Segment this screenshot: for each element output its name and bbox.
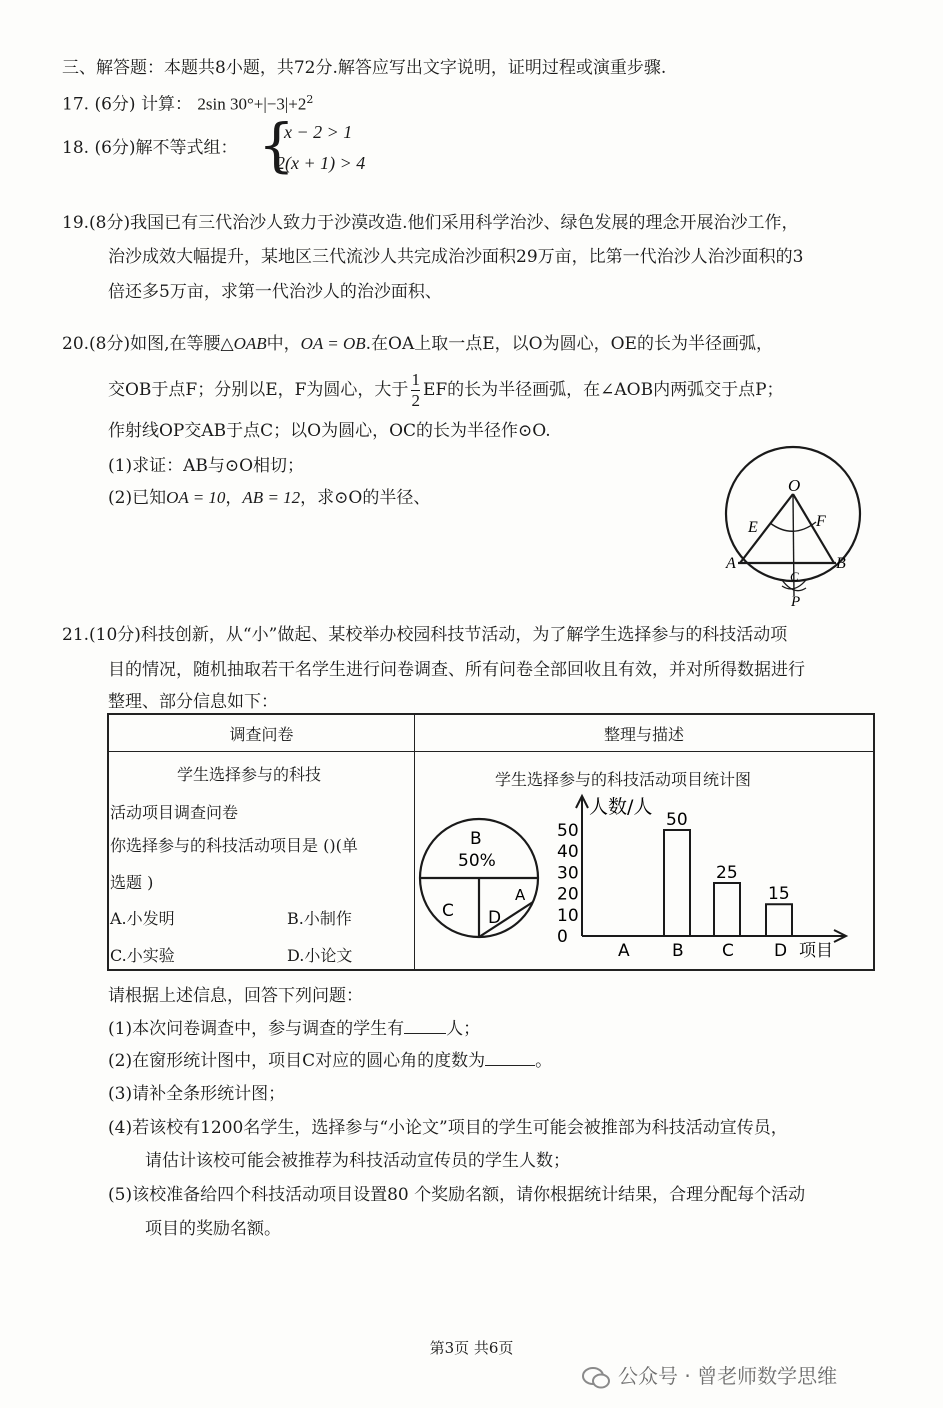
- y-tick-label-40: 40: [557, 842, 579, 863]
- pie-label-c: C: [442, 901, 454, 921]
- survey-title-1: 学生选择参与的科技: [177, 765, 322, 784]
- q20-fraction-denominator: 2: [411, 391, 420, 410]
- q20-fraction-numerator: 1: [411, 370, 420, 389]
- survey-title-2: 活动项目调查问卷: [110, 803, 239, 822]
- q21-sub-2-a: (2)在窗形统计图中，项目C对应的圆心角的度数为: [108, 1051, 486, 1071]
- survey-question-2: 选题 ): [110, 873, 154, 892]
- q17-expression-part-b: +2: [288, 94, 307, 114]
- option-c: C.小实验: [110, 946, 175, 965]
- bar-chart: [555, 788, 870, 968]
- col2-header: 整理与描述: [415, 714, 875, 752]
- q17-exponent: 2: [306, 93, 314, 106]
- y-tick-label-10: 10: [557, 905, 579, 926]
- q20-triangle-label: △OAB: [220, 334, 267, 353]
- bar-b: [664, 830, 690, 936]
- q17-score: (6分): [94, 94, 136, 115]
- q20-line-1-c: .在OA上取一点E，以O为圆心，OE的长为半径画弧，: [365, 334, 773, 354]
- q21-sub-1-b: 人；: [446, 1019, 481, 1039]
- label-c: C: [790, 569, 799, 584]
- label-e: E: [748, 519, 758, 536]
- q20-line-1: [62, 333, 773, 355]
- answer-blank-1[interactable]: [404, 1017, 446, 1034]
- label-f: F: [816, 513, 826, 530]
- q17-abs-value: |−3|: [263, 94, 289, 114]
- label-o: O: [788, 476, 801, 495]
- q19-line-1: 19.(8分)我国已有三代治沙人致力于沙漠改造.他们采用科学治沙、绿色发展的理念开展治沙工作，: [62, 213, 799, 233]
- pie-value-label-b: 50%: [458, 851, 496, 871]
- x-tick-label-c: C: [722, 941, 734, 961]
- x-tick-label-a: A: [618, 941, 630, 961]
- q21-line-3: 整理、部分信息如下：: [108, 692, 278, 712]
- bar-d: [766, 904, 792, 936]
- option-a: A.小发明: [110, 909, 175, 928]
- q19-line-2: 治沙成效大幅提升，某地区三代流沙人共完成治沙面积29万亩，比第一代治沙人治沙面积的3: [108, 247, 804, 267]
- y-tick-label-20: 20: [557, 884, 579, 905]
- q21-sub-5-b: 项目的奖励名额。: [145, 1219, 281, 1239]
- question-18: [62, 137, 238, 159]
- bar-value-label-c: 25: [716, 863, 738, 883]
- y-axis-label: 人数/人: [589, 796, 653, 818]
- bar-group: [618, 810, 792, 961]
- wechat-logo-icon: [582, 1367, 610, 1389]
- survey-question-1: 你选择参与的科技活动项目是 ()(单: [110, 836, 358, 855]
- chart-title: 学生选择参与的科技活动项目统计图: [495, 770, 752, 789]
- pie-label-b: B: [470, 829, 482, 849]
- q21-sub-4-a: (4)若该校有1200名学生，选择参与“小论文”项目的学生可能会被推部为科技活动宣传员，: [108, 1118, 788, 1138]
- x-axis-label: 项目: [799, 941, 833, 961]
- q20-line-2-a: 交OB于点F；分别以E，F为圆心，大于: [108, 380, 409, 400]
- pie-label-a: A: [515, 886, 526, 904]
- q20-equal-sides: OA = OB: [300, 334, 366, 353]
- option-d: D.小论文: [287, 946, 353, 965]
- label-b: B: [836, 555, 846, 572]
- q21-sub-1-a: (1)本次问卷调查中，参与调查的学生有: [108, 1019, 405, 1039]
- q21-sub-4-b: 请估计该校可能会被推荐为科技活动宣传员的学生人数；: [145, 1151, 570, 1171]
- watermark-text: 公众号 · 曾老师数学思维: [618, 1364, 838, 1388]
- q20-sub-2: [108, 487, 430, 509]
- label-a: A: [726, 555, 736, 572]
- q20-line-1-b: 中，: [266, 334, 301, 354]
- q20-line-3: 作射线OP交AB于点C；以O为圆心，OC的长为半径作⊙O.: [108, 421, 551, 441]
- q19-line-3: 倍还多5万亩，求第一代治沙人的治沙面积、: [108, 282, 442, 302]
- q20-line-1-a: 20.(8分)如图,在等腰: [62, 334, 221, 354]
- q18-inequality-1: x − 2 > 1: [284, 122, 353, 142]
- q20-line-2: [108, 370, 784, 411]
- q20-sub-2-a: (2)已知: [108, 488, 167, 508]
- q17-prompt: 计算：: [140, 94, 192, 115]
- q18-score: (6分): [94, 138, 136, 158]
- bar-value-label-b: 50: [666, 810, 688, 830]
- bar-value-label-d: 15: [768, 884, 790, 905]
- pie-chart: [418, 808, 543, 948]
- pie-label-d: D: [488, 908, 502, 928]
- q20-ab-value: AB = 12: [242, 488, 301, 507]
- y-tick-label-0: 0: [557, 927, 568, 947]
- x-tick-label-d: D: [774, 941, 788, 961]
- q20-fraction: [411, 370, 420, 411]
- q21-prompt: 请根据上述信息，回答下列问题：: [108, 986, 363, 1006]
- q21-sub-1: [108, 1017, 480, 1040]
- segment-ob: [793, 494, 834, 563]
- option-b: B.小制作: [287, 909, 352, 928]
- page-footer: 第3页 共6页: [429, 1339, 514, 1357]
- answer-blank-2[interactable]: [485, 1049, 535, 1066]
- q21-line-1: 21.(10分)科技创新，从“小”做起、某校举办校园科技节活动，为了解学生选择参与的科技活动项: [62, 625, 788, 645]
- watermark: [582, 1360, 837, 1389]
- col1-header: 调查问卷: [108, 714, 415, 752]
- y-tick-label-50: 50: [557, 821, 579, 841]
- q18-prompt: 解不等式组：: [135, 138, 238, 158]
- q21-sub-2: [108, 1049, 552, 1072]
- label-p: P: [791, 594, 801, 610]
- y-tick-label-30: 30: [557, 863, 579, 884]
- q20-oa-value: OA = 10: [166, 488, 226, 507]
- q17-number: 17.: [62, 94, 90, 115]
- q18-brace: {: [258, 111, 295, 179]
- q18-inequality-2: 2(x + 1) > 4: [276, 153, 366, 173]
- q21-sub-5-a: (5)该校准备给四个科技活动项目设置80 个奖励名额，请你根据统计结果，合理分配每个活动: [108, 1185, 806, 1205]
- y-tick-group: [557, 821, 579, 947]
- section-heading: 三、解答题：本题共8小题，共72分.解答应写出文字说明，证明过程或演重步骤.: [62, 58, 667, 78]
- bar-c: [714, 883, 740, 936]
- q20-sub-1: (1)求证：AB与⊙O相切；: [108, 456, 305, 476]
- q20-geometry-figure: [710, 428, 870, 613]
- q21-line-2: 目的情况，随机抽取若干名学生进行问卷调查、所有问卷全部回收且有效，并对所得数据进行: [108, 660, 805, 680]
- q17-expression-part-a: 2sin 30°+: [197, 94, 264, 114]
- q21-sub-2-b: 。: [535, 1051, 553, 1071]
- x-tick-label-b: B: [672, 941, 684, 961]
- q20-line-2-b: EF的长为半径画弧，在∠AOB内两弧交于点P；: [422, 380, 784, 400]
- q20-sub-2-c: ，求⊙O的半径、: [300, 488, 431, 508]
- q21-sub-3: (3)请补全条形统计图；: [108, 1084, 286, 1104]
- q18-number: 18.: [62, 138, 90, 158]
- q20-sub-2-b: ，: [225, 488, 243, 508]
